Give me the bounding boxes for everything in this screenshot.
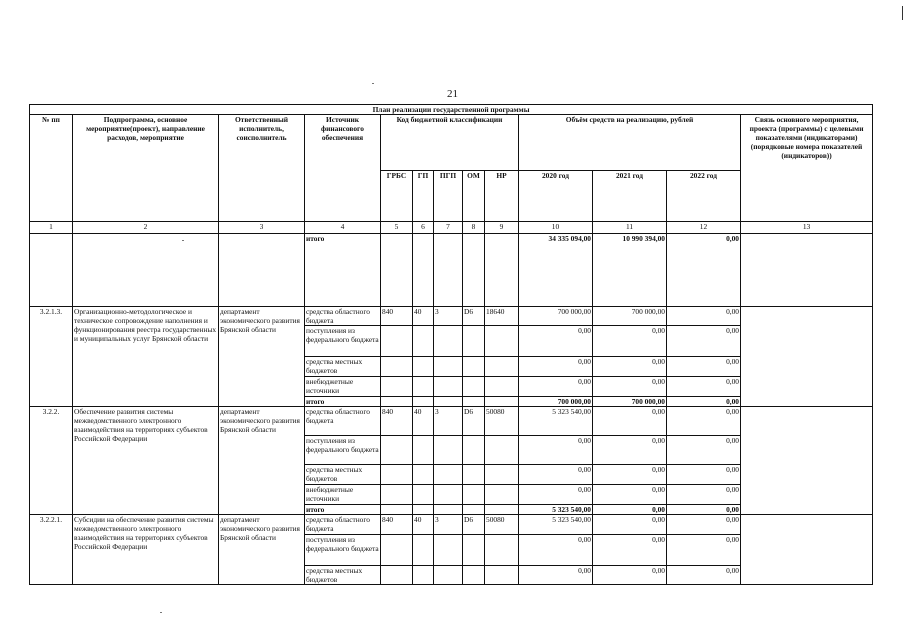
source-label: итого — [305, 397, 381, 407]
header-source: Источник финансового обеспечения — [305, 115, 381, 222]
value-2020: 5 323 540,00 — [519, 407, 593, 436]
source-label: средства местных бюджетов — [305, 357, 381, 377]
header-2022: 2022 год — [667, 171, 741, 222]
source-label: внебюджетные источники — [305, 377, 381, 397]
value-2022: 0,00 — [667, 326, 741, 357]
code-gp: 40 — [413, 515, 434, 535]
scan-speck — [160, 612, 162, 613]
source-label: итого — [305, 234, 381, 307]
code-pgp: 3 — [434, 307, 463, 326]
value-2021: 0,00 — [593, 357, 667, 377]
item-name: Субсидии на обеспечение развития системы межведомственного электронного взаимодействия на территориях субъектов Российской Федерации — [73, 515, 219, 585]
item-number: 3.2.1.3. — [30, 307, 73, 407]
item-name: Обеспечение развития системы межведомственного электронного взаимодействия на территориях субъектов Российской Федерации — [73, 407, 219, 515]
value-2022: 0,00 — [667, 357, 741, 377]
value-2020: 0,00 — [519, 535, 593, 566]
value-2021: 10 990 394,00 — [593, 234, 667, 307]
value-2022: 0,00 — [667, 505, 741, 515]
table-row — [30, 515, 873, 535]
item-executor: департамент экономического развития Брянской области — [219, 307, 305, 407]
value-2020: 0,00 — [519, 485, 593, 505]
code-np: 18640 — [485, 307, 519, 326]
code-gp: 40 — [413, 307, 434, 326]
code-pgp: 3 — [434, 407, 463, 436]
source-label: итого — [305, 505, 381, 515]
value-2020: 0,00 — [519, 436, 593, 465]
table-row — [30, 234, 873, 307]
value-2021: 0,00 — [593, 407, 667, 436]
header-gp: ГП — [413, 171, 434, 222]
value-2020: 0,00 — [519, 465, 593, 485]
value-2022: 0,00 — [667, 397, 741, 407]
column-number: 2 — [73, 222, 219, 234]
value-2021: 700 000,00 — [593, 307, 667, 326]
table-caption: План реализации государственной программы — [30, 105, 873, 115]
source-label: внебюджетные источники — [305, 485, 381, 505]
source-label: средства местных бюджетов — [305, 566, 381, 585]
value-2020: 0,00 — [519, 326, 593, 357]
column-number: 7 — [434, 222, 463, 234]
header-2021: 2021 год — [593, 171, 667, 222]
header-num: № пп — [30, 115, 73, 222]
code-gp: 40 — [413, 407, 434, 436]
table-row — [30, 307, 873, 326]
value-2021: 0,00 — [593, 377, 667, 397]
header-budget-code: Код бюджетной классификации — [381, 115, 519, 171]
header-grbs: ГРБС — [381, 171, 413, 222]
value-2021: 0,00 — [593, 485, 667, 505]
value-2022: 0,00 — [667, 566, 741, 585]
value-2022: 0,00 — [667, 485, 741, 505]
table-row — [30, 407, 873, 436]
header-volume: Объём средств на реализацию, рублей — [519, 115, 741, 171]
value-2021: 0,00 — [593, 436, 667, 465]
program-plan-table — [29, 104, 873, 585]
code-grbs: 840 — [381, 515, 413, 535]
item-executor: департамент экономического развития Брянской области — [219, 515, 305, 585]
item-number: 3.2.2.1. — [30, 515, 73, 585]
value-2021: 0,00 — [593, 566, 667, 585]
page-number: 21 — [447, 88, 458, 100]
code-grbs: 840 — [381, 307, 413, 326]
column-number: 1 — [30, 222, 73, 234]
column-number: 10 — [519, 222, 593, 234]
value-2021: 0,00 — [593, 326, 667, 357]
value-2021: 0,00 — [593, 465, 667, 485]
value-2022: 0,00 — [667, 436, 741, 465]
column-number: 9 — [485, 222, 519, 234]
value-2020: 34 335 094,00 — [519, 234, 593, 307]
value-2021: 0,00 — [593, 505, 667, 515]
source-label: средства местных бюджетов — [305, 465, 381, 485]
header-executor: Ответственный исполнитель, соисполнитель — [219, 115, 305, 222]
value-2021: 0,00 — [593, 515, 667, 535]
value-2020: 0,00 — [519, 566, 593, 585]
scan-speck — [372, 83, 374, 84]
code-om: D6 — [463, 515, 485, 535]
source-label: поступления из федерального бюджета — [305, 326, 381, 357]
source-label: средства областного бюджета — [305, 307, 381, 326]
source-label: средства областного бюджета — [305, 407, 381, 436]
code-om: D6 — [463, 407, 485, 436]
header-om: ОМ — [463, 171, 485, 222]
value-2022: 0,00 — [667, 535, 741, 566]
source-label: поступления из федерального бюджета — [305, 535, 381, 566]
value-2020: 5 323 540,00 — [519, 505, 593, 515]
value-2022: 0,00 — [667, 307, 741, 326]
value-2022: 0,00 — [667, 407, 741, 436]
column-number: 8 — [463, 222, 485, 234]
value-2022: 0,00 — [667, 234, 741, 307]
source-label: средства областного бюджета — [305, 515, 381, 535]
header-2020: 2020 год — [519, 171, 593, 222]
scan-artifact-line — [902, 6, 903, 20]
column-number: 12 — [667, 222, 741, 234]
value-2022: 0,00 — [667, 465, 741, 485]
code-np: 50080 — [485, 515, 519, 535]
value-2020: 700 000,00 — [519, 307, 593, 326]
value-2020: 0,00 — [519, 377, 593, 397]
item-executor: департамент экономического развития Брянской области — [219, 407, 305, 515]
header-link: Связь основного мероприятия, проекта (программы) с целевыми показателями (индикаторами) (порядковые номера показателей (индикаторов)) — [741, 115, 873, 222]
value-2022: 0,00 — [667, 515, 741, 535]
source-label: поступления из федерального бюджета — [305, 436, 381, 465]
code-np: 50080 — [485, 407, 519, 436]
value-2021: 700 000,00 — [593, 397, 667, 407]
code-grbs: 840 — [381, 407, 413, 436]
code-om: D6 — [463, 307, 485, 326]
value-2020: 5 323 540,00 — [519, 515, 593, 535]
column-number: 13 — [741, 222, 873, 234]
column-number: 5 — [381, 222, 413, 234]
column-number: 3 — [219, 222, 305, 234]
value-2020: 700 000,00 — [519, 397, 593, 407]
header-subprogram: Подпрограмма, основное мероприятие(проект), направление расходов, мероприятие — [73, 115, 219, 222]
value-2022: 0,00 — [667, 377, 741, 397]
header-np: НР — [485, 171, 519, 222]
item-number: 3.2.2. — [30, 407, 73, 515]
column-number: 6 — [413, 222, 434, 234]
header-pgp: ПГП — [434, 171, 463, 222]
value-2020: 0,00 — [519, 357, 593, 377]
column-number: 11 — [593, 222, 667, 234]
code-pgp: 3 — [434, 515, 463, 535]
column-number: 4 — [305, 222, 381, 234]
value-2021: 0,00 — [593, 535, 667, 566]
item-name: Организационно-методологическое и техническое сопровождение наполнения и функционирования реестра государственных и муниципальных услуг Брянской области — [73, 307, 219, 407]
